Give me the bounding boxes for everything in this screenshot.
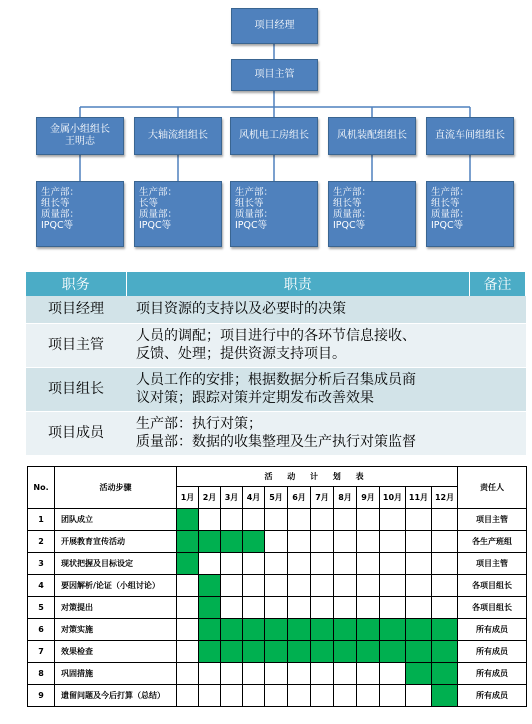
gantt-cell — [265, 575, 288, 597]
gantt-cell — [311, 575, 334, 597]
gantt-cell — [177, 685, 199, 707]
gantt-cell-active — [380, 641, 406, 663]
gantt-row-step: 效果检查 — [55, 641, 177, 663]
gantt-header-plan: 活 动 计 划 表 — [177, 467, 458, 487]
member-line: 生产部： — [41, 187, 80, 198]
role-name: 项目经理 — [26, 296, 126, 323]
role-remark — [470, 323, 526, 367]
gantt-cell — [265, 663, 288, 685]
gantt-cell — [334, 509, 357, 531]
roles-row — [26, 296, 526, 323]
gantt-cell-active — [177, 553, 199, 575]
org-node-members-2 — [134, 181, 222, 247]
gantt-header-step: 活动步骤 — [55, 467, 177, 509]
gantt-row-no: 6 — [28, 619, 55, 641]
gantt-month-header: 9月 — [357, 487, 380, 509]
gantt-cell — [243, 663, 265, 685]
gantt-cell — [380, 531, 406, 553]
org-node-project-manager — [231, 8, 318, 44]
gantt-row — [28, 509, 527, 531]
roles-table — [26, 272, 526, 456]
gantt-row — [28, 685, 527, 707]
gantt-cell-active — [311, 641, 334, 663]
gantt-cell-active — [406, 641, 432, 663]
role-name: 项目组长 — [26, 367, 126, 411]
gantt-row-no: 8 — [28, 663, 55, 685]
role-duty — [126, 296, 470, 323]
org-node-label: 项目主管 — [254, 69, 295, 80]
gantt-row-no: 2 — [28, 531, 55, 553]
gantt-cell — [243, 575, 265, 597]
roles-row — [26, 323, 526, 367]
gantt-cell-active — [432, 619, 458, 641]
gantt-cell — [357, 597, 380, 619]
gantt-row-step: 要因解析/论证（小组讨论） — [55, 575, 177, 597]
role-name: 项目主管 — [26, 323, 126, 367]
gantt-cell — [432, 597, 458, 619]
gantt-row-step: 巩固措施 — [55, 663, 177, 685]
gantt-row — [28, 641, 527, 663]
roles-row — [26, 367, 526, 411]
gantt-cell — [334, 553, 357, 575]
gantt-row-no: 3 — [28, 553, 55, 575]
gantt-cell-active — [334, 619, 357, 641]
org-node-label: 风机电工房组长 — [239, 130, 309, 141]
gantt-cell — [406, 597, 432, 619]
gantt-cell — [288, 509, 311, 531]
org-node-members-5 — [426, 181, 514, 247]
gantt-cell — [311, 531, 334, 553]
roles-header-position: 职务 — [26, 272, 126, 296]
gantt-row — [28, 553, 527, 575]
gantt-cell-active — [199, 597, 221, 619]
member-line: IPQC等 — [139, 220, 172, 231]
org-node-project-supervisor — [231, 59, 318, 91]
member-line: 组长等 — [235, 198, 264, 209]
org-node-label: 王明志 — [65, 136, 95, 147]
org-node-members-3 — [230, 181, 318, 247]
gantt-row — [28, 619, 527, 641]
gantt-cell — [288, 597, 311, 619]
org-node-members-1 — [36, 181, 124, 247]
gantt-cell — [265, 509, 288, 531]
gantt-cell — [288, 663, 311, 685]
gantt-row — [28, 663, 527, 685]
duty-line: 质量部：数据的收集整理及生产执行对策监督 — [136, 434, 416, 450]
role-remark — [470, 296, 526, 323]
gantt-cell-active — [243, 619, 265, 641]
gantt-cell-active — [432, 641, 458, 663]
member-line: 质量部： — [431, 209, 470, 220]
gantt-cell — [221, 685, 243, 707]
gantt-row-owner: 所有成员 — [458, 641, 527, 663]
gantt-cell — [288, 553, 311, 575]
member-line: IPQC等 — [431, 220, 464, 231]
gantt-month-header: 11月 — [406, 487, 432, 509]
gantt-row-owner: 项目主管 — [458, 553, 527, 575]
gantt-cell — [243, 509, 265, 531]
gantt-cell-active — [406, 663, 432, 685]
gantt-cell-active — [199, 641, 221, 663]
gantt-month-header: 1月 — [177, 487, 199, 509]
gantt-cell — [177, 619, 199, 641]
gantt-cell-active — [199, 619, 221, 641]
org-node-label: 直流车间组组长 — [435, 130, 505, 141]
gantt-cell — [199, 509, 221, 531]
role-remark — [470, 411, 526, 455]
gantt-cell-active — [243, 531, 265, 553]
member-line: 生产部： — [235, 187, 274, 198]
gantt-row-step: 遗留问题及今后打算（总结） — [55, 685, 177, 707]
org-node-group-leader-3 — [230, 117, 318, 155]
member-line: IPQC等 — [333, 220, 366, 231]
gantt-cell — [288, 531, 311, 553]
gantt-row-no: 5 — [28, 597, 55, 619]
gantt-cell — [288, 685, 311, 707]
org-node-group-leader-5 — [426, 117, 514, 155]
gantt-cell — [177, 597, 199, 619]
duty-line: 生产部：执行对策； — [136, 416, 262, 432]
gantt-row-step: 对策实施 — [55, 619, 177, 641]
gantt-row-owner: 项目主管 — [458, 509, 527, 531]
gantt-cell — [265, 553, 288, 575]
gantt-month-header: 10月 — [380, 487, 406, 509]
gantt-cell — [357, 685, 380, 707]
gantt-cell — [357, 663, 380, 685]
gantt-cell-active — [177, 509, 199, 531]
org-node-group-leader-4 — [328, 117, 416, 155]
duty-line: 议对策；跟踪对策并定期发布改善效果 — [136, 390, 374, 406]
gantt-cell — [432, 509, 458, 531]
gantt-cell — [311, 663, 334, 685]
gantt-cell-active — [288, 619, 311, 641]
gantt-cell — [432, 553, 458, 575]
gantt-cell — [221, 597, 243, 619]
gantt-cell — [380, 597, 406, 619]
gantt-cell-active — [221, 619, 243, 641]
gantt-cell — [380, 509, 406, 531]
gantt-row-no: 9 — [28, 685, 55, 707]
roles-row — [26, 411, 526, 455]
gantt-month-header: 3月 — [221, 487, 243, 509]
gantt-cell-active — [199, 575, 221, 597]
member-line: 质量部： — [41, 209, 80, 220]
gantt-header-owner: 责任人 — [458, 467, 527, 509]
roles-header-remark: 备注 — [470, 272, 526, 296]
gantt-cell — [334, 663, 357, 685]
gantt-cell-active — [288, 641, 311, 663]
member-line: IPQC等 — [235, 220, 268, 231]
gantt-cell — [406, 575, 432, 597]
member-line: IPQC等 — [41, 220, 74, 231]
role-duty — [126, 367, 470, 411]
org-node-members-4 — [328, 181, 416, 247]
gantt-cell — [357, 553, 380, 575]
gantt-cell — [357, 575, 380, 597]
member-line: 生产部： — [431, 187, 470, 198]
gantt-cell — [311, 685, 334, 707]
gantt-cell — [311, 597, 334, 619]
gantt-month-header: 12月 — [432, 487, 458, 509]
gantt-cell-active — [357, 619, 380, 641]
org-node-group-leader-2 — [134, 117, 222, 155]
gantt-month-header: 7月 — [311, 487, 334, 509]
gantt-cell-active — [199, 531, 221, 553]
gantt-cell — [243, 685, 265, 707]
member-line: 质量部： — [333, 209, 372, 220]
org-node-group-leader-1 — [36, 117, 124, 155]
role-name: 项目成员 — [26, 411, 126, 455]
gantt-cell — [243, 553, 265, 575]
gantt-cell — [199, 663, 221, 685]
gantt-row-no: 7 — [28, 641, 55, 663]
gantt-month-header: 5月 — [265, 487, 288, 509]
gantt-cell — [221, 663, 243, 685]
org-node-label: 风机装配组组长 — [337, 130, 407, 141]
gantt-row-owner: 所有成员 — [458, 663, 527, 685]
gantt-cell — [406, 509, 432, 531]
gantt-cell-active — [311, 619, 334, 641]
gantt-cell — [380, 575, 406, 597]
member-line: 长等 — [139, 198, 159, 209]
gantt-row-owner: 所有成员 — [458, 685, 527, 707]
gantt-row-owner: 各项目组长 — [458, 575, 527, 597]
org-chart — [0, 0, 532, 262]
gantt-cell — [357, 531, 380, 553]
gantt-body — [28, 509, 527, 707]
gantt-cell — [265, 685, 288, 707]
duty-line: 反馈、处理；提供资源支持项目。 — [136, 346, 346, 362]
gantt-cell-active — [357, 641, 380, 663]
gantt-cell — [221, 575, 243, 597]
roles-header-duty: 职责 — [126, 272, 470, 296]
member-line: 质量部： — [139, 209, 178, 220]
gantt-cell — [199, 553, 221, 575]
gantt-row-step: 现状把握及目标设定 — [55, 553, 177, 575]
duty-line: 人员工作的安排；根据数据分析后召集成员商 — [136, 372, 416, 388]
org-node-label: 项目经理 — [254, 20, 295, 31]
gantt-row — [28, 597, 527, 619]
gantt-cell — [221, 509, 243, 531]
member-line: 组长等 — [431, 198, 460, 209]
gantt-cell — [311, 553, 334, 575]
gantt-row — [28, 575, 527, 597]
gantt-row-owner: 各生产班组 — [458, 531, 527, 553]
gantt-cell-active — [243, 641, 265, 663]
gantt-cell-active — [334, 641, 357, 663]
gantt-cell-active — [432, 663, 458, 685]
gantt-month-header: 4月 — [243, 487, 265, 509]
gantt-cell — [406, 531, 432, 553]
gantt-cell — [432, 531, 458, 553]
gantt-row-no: 1 — [28, 509, 55, 531]
gantt-row-step: 团队成立 — [55, 509, 177, 531]
member-line: 质量部： — [235, 209, 274, 220]
org-node-label: 大轴流组组长 — [148, 130, 208, 141]
gantt-month-header: 6月 — [288, 487, 311, 509]
gantt-cell-active — [177, 531, 199, 553]
gantt-cell-active — [221, 531, 243, 553]
gantt-cell — [334, 597, 357, 619]
gantt-row-step: 对策提出 — [55, 597, 177, 619]
gantt-row-owner: 各项目组长 — [458, 597, 527, 619]
gantt-month-header: 2月 — [199, 487, 221, 509]
gantt-cell — [177, 575, 199, 597]
gantt-cell-active — [265, 641, 288, 663]
gantt-cell — [265, 597, 288, 619]
gantt-cell — [380, 553, 406, 575]
gantt-month-header: 8月 — [334, 487, 357, 509]
duty-line: 项目资源的支持以及必要时的决策 — [136, 301, 346, 318]
role-duty — [126, 411, 470, 455]
gantt-cell — [357, 509, 380, 531]
org-node-label: 金属小组组长 — [50, 124, 110, 135]
gantt-cell-active — [221, 641, 243, 663]
gantt-cell-active — [432, 685, 458, 707]
gantt-cell-active — [406, 619, 432, 641]
role-duty — [126, 323, 470, 367]
member-line: 生产部： — [333, 187, 372, 198]
gantt-cell — [177, 641, 199, 663]
gantt-cell — [288, 575, 311, 597]
gantt-cell — [334, 685, 357, 707]
gantt-cell — [311, 509, 334, 531]
gantt-cell-active — [380, 619, 406, 641]
gantt-cell — [265, 531, 288, 553]
gantt-row-no: 4 — [28, 575, 55, 597]
member-line: 组长等 — [41, 198, 70, 209]
gantt-cell — [380, 685, 406, 707]
duty-line: 人员的调配；项目进行中的各环节信息接收、 — [136, 328, 416, 344]
role-remark — [470, 367, 526, 411]
gantt-cell — [199, 685, 221, 707]
gantt-cell — [380, 663, 406, 685]
gantt-row — [28, 531, 527, 553]
member-line: 生产部： — [139, 187, 178, 198]
gantt-header-no: No. — [28, 467, 55, 509]
gantt-cell — [221, 553, 243, 575]
gantt-row-owner: 所有成员 — [458, 619, 527, 641]
gantt-cell — [406, 685, 432, 707]
gantt-cell — [243, 597, 265, 619]
gantt-cell — [177, 663, 199, 685]
activity-plan-table — [27, 466, 527, 707]
member-line: 组长等 — [333, 198, 362, 209]
gantt-row-step: 开展教育宣传活动 — [55, 531, 177, 553]
gantt-cell — [406, 553, 432, 575]
gantt-cell — [334, 575, 357, 597]
gantt-cell — [334, 531, 357, 553]
gantt-cell — [432, 575, 458, 597]
gantt-cell-active — [265, 619, 288, 641]
